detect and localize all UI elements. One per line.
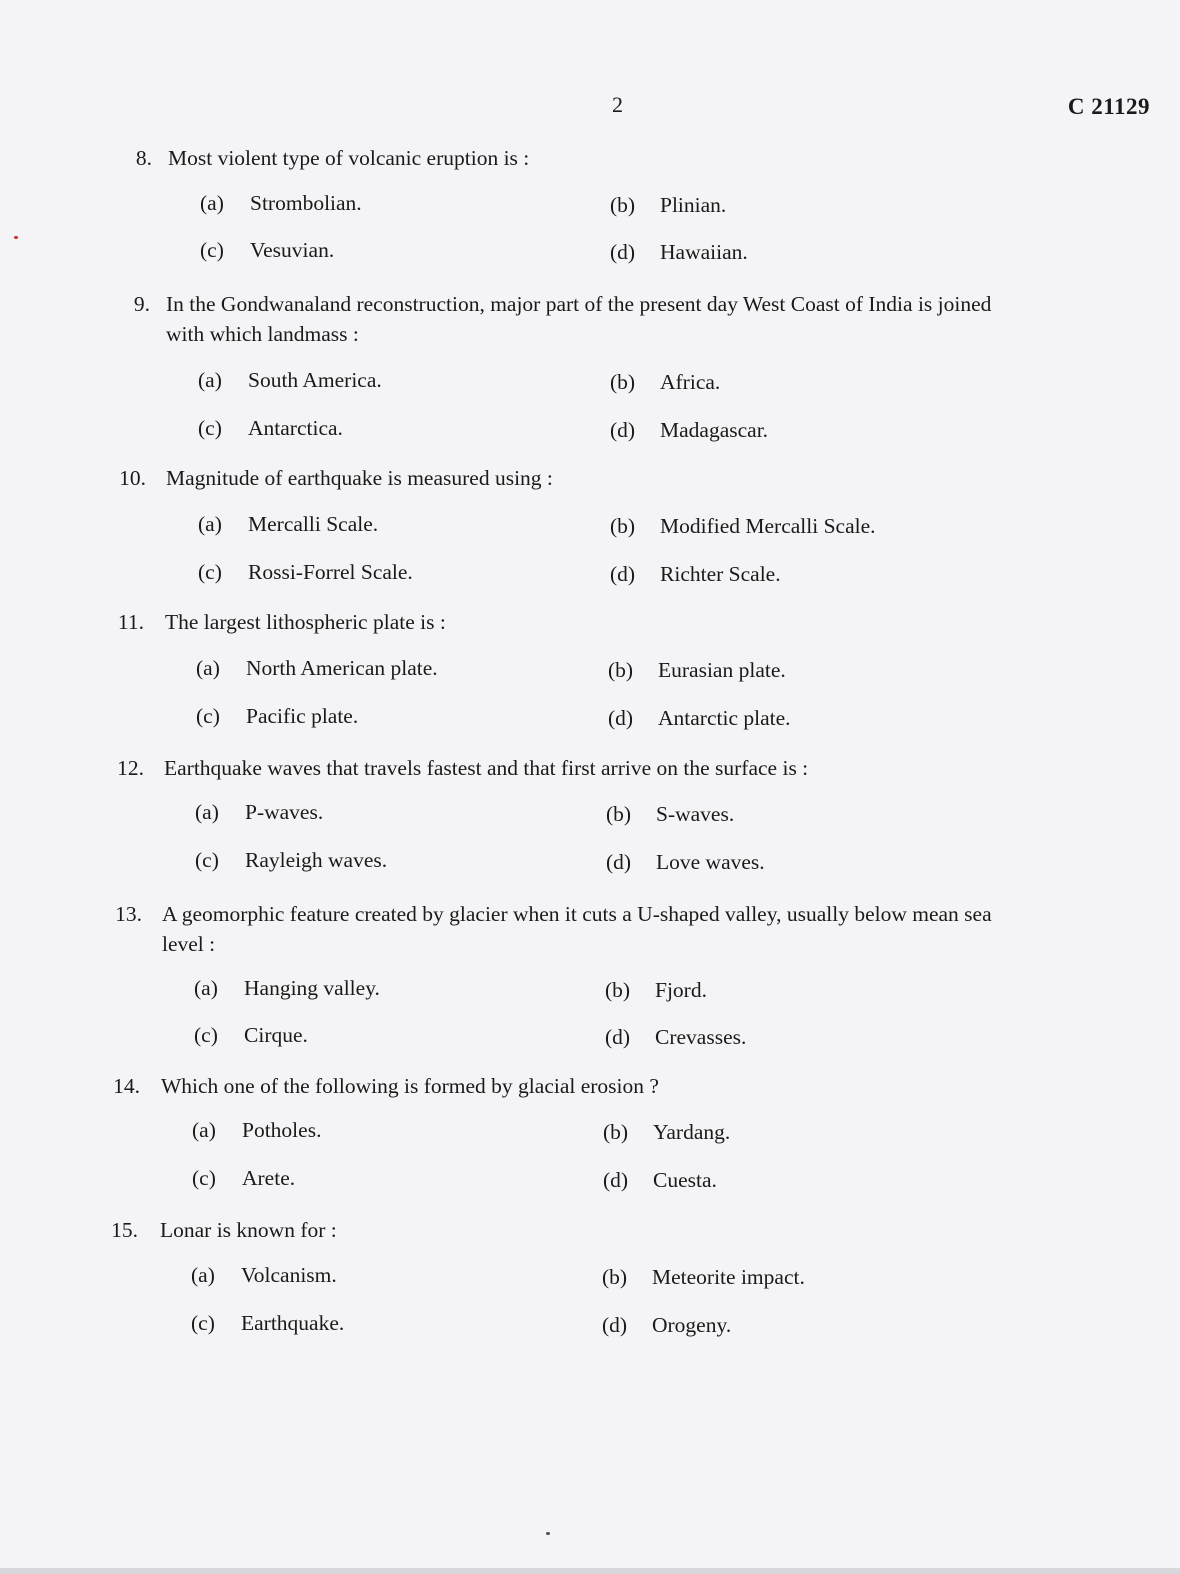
option-label: (a) bbox=[191, 1263, 215, 1287]
option-text: Hanging valley. bbox=[244, 976, 380, 1000]
option-text: Vesuvian. bbox=[250, 238, 335, 262]
question-number: 8. bbox=[135, 146, 152, 170]
option-label: (a) bbox=[194, 976, 218, 1000]
question-text: Lonar is known for : bbox=[160, 1218, 337, 1242]
option-text: Antarctic plate. bbox=[658, 706, 791, 730]
question-number: 15. bbox=[111, 1218, 138, 1242]
option-c bbox=[195, 848, 387, 873]
option-d bbox=[610, 418, 768, 443]
question-text: Most violent type of volcanic eruption is : bbox=[168, 146, 530, 170]
option-a bbox=[196, 656, 438, 681]
option-label: (c) bbox=[194, 1023, 218, 1047]
option-label: (c) bbox=[198, 416, 222, 440]
question-text: Magnitude of earthquake is measured using : bbox=[166, 466, 553, 490]
option-a bbox=[192, 1118, 321, 1143]
option-text: P-waves. bbox=[245, 800, 324, 824]
option-label: (b) bbox=[608, 658, 634, 682]
option-text: Earthquake. bbox=[241, 1311, 345, 1335]
option-text: Strombolian. bbox=[250, 191, 362, 215]
option-label: (c) bbox=[191, 1311, 215, 1335]
option-c bbox=[196, 704, 358, 729]
option-text: Crevasses. bbox=[655, 1025, 747, 1049]
option-label: (b) bbox=[602, 1265, 628, 1289]
option-text: Meteorite impact. bbox=[652, 1265, 805, 1289]
option-a bbox=[195, 800, 323, 825]
option-c bbox=[200, 238, 334, 263]
option-label: (a) bbox=[198, 368, 222, 392]
option-label: (b) bbox=[610, 514, 636, 538]
question-text: Earthquake waves that travels fastest and that first arrive on the surface is : bbox=[164, 756, 809, 780]
option-text: Mercalli Scale. bbox=[248, 512, 379, 536]
option-a bbox=[198, 512, 378, 537]
paper-code: C 21129 bbox=[1067, 94, 1150, 119]
question-text-line1: A geomorphic feature created by glacier when it cuts a U-shaped valley, usually below mean sea bbox=[162, 902, 992, 926]
option-d bbox=[605, 1025, 746, 1050]
option-label: (b) bbox=[606, 802, 632, 826]
option-text: S-waves. bbox=[656, 802, 735, 826]
option-label: (d) bbox=[608, 706, 634, 730]
question-number: 13. bbox=[115, 902, 142, 926]
scan-edge bbox=[0, 1568, 1180, 1574]
option-d bbox=[610, 240, 748, 265]
option-d bbox=[610, 562, 781, 587]
question-text: Which one of the following is formed by glacial erosion ? bbox=[161, 1074, 659, 1098]
question-number: 11. bbox=[117, 610, 144, 634]
option-text: Hawaiian. bbox=[660, 240, 748, 264]
option-text: Modified Mercalli Scale. bbox=[660, 514, 876, 538]
scan-speck bbox=[14, 236, 18, 239]
option-c bbox=[198, 416, 343, 441]
option-text: Fjord. bbox=[655, 978, 707, 1002]
option-d bbox=[606, 850, 765, 875]
option-label: (b) bbox=[610, 193, 636, 217]
option-a bbox=[194, 976, 380, 1001]
option-text: Love waves. bbox=[656, 850, 765, 874]
option-label: (a) bbox=[198, 512, 222, 536]
option-b bbox=[602, 1265, 805, 1290]
option-label: (d) bbox=[603, 1168, 629, 1192]
option-text: Arete. bbox=[242, 1166, 296, 1190]
option-c bbox=[198, 560, 413, 585]
question-text: The largest lithospheric plate is : bbox=[165, 610, 446, 634]
option-label: (c) bbox=[200, 238, 224, 262]
option-text: Rayleigh waves. bbox=[245, 848, 388, 872]
option-d bbox=[602, 1313, 731, 1338]
option-a bbox=[191, 1263, 337, 1288]
option-label: (d) bbox=[605, 1025, 631, 1049]
option-label: (a) bbox=[196, 656, 220, 680]
option-c bbox=[192, 1166, 295, 1191]
option-text: Richter Scale. bbox=[660, 562, 781, 586]
option-b bbox=[610, 514, 876, 539]
option-label: (b) bbox=[605, 978, 631, 1002]
option-c bbox=[191, 1311, 344, 1336]
option-text: Eurasian plate. bbox=[658, 658, 786, 682]
option-label: (a) bbox=[195, 800, 219, 824]
option-label: (b) bbox=[603, 1120, 629, 1144]
option-text: Cuesta. bbox=[653, 1168, 717, 1192]
page-number: 2 bbox=[612, 92, 623, 117]
option-label: (b) bbox=[610, 370, 636, 394]
option-label: (c) bbox=[192, 1166, 216, 1190]
option-text: Cirque. bbox=[244, 1023, 308, 1047]
option-text: Yardang. bbox=[653, 1120, 731, 1144]
option-b bbox=[606, 802, 734, 827]
option-b bbox=[603, 1120, 730, 1145]
option-text: Madagascar. bbox=[660, 418, 769, 442]
option-text: Pacific plate. bbox=[246, 704, 359, 728]
option-text: Plinian. bbox=[660, 193, 727, 217]
question-text-line2: with which landmass : bbox=[166, 322, 359, 346]
option-a bbox=[198, 368, 382, 393]
option-a bbox=[200, 191, 362, 216]
option-label: (c) bbox=[195, 848, 219, 872]
option-text: Antarctica. bbox=[248, 416, 343, 440]
option-text: Africa. bbox=[660, 370, 721, 394]
option-b bbox=[608, 658, 786, 683]
question-number: 9. bbox=[133, 292, 150, 316]
option-b bbox=[610, 193, 726, 218]
option-b bbox=[610, 370, 720, 395]
option-d bbox=[603, 1168, 717, 1193]
option-d bbox=[608, 706, 791, 731]
option-text: North American plate. bbox=[246, 656, 438, 680]
option-label: (a) bbox=[192, 1118, 216, 1142]
option-label: (d) bbox=[602, 1313, 628, 1337]
question-text-line2: level : bbox=[162, 932, 216, 956]
option-c bbox=[194, 1023, 308, 1048]
question-number: 12. bbox=[117, 756, 144, 780]
option-text: Orogeny. bbox=[652, 1313, 732, 1337]
option-text: Volcanism. bbox=[241, 1263, 337, 1287]
option-label: (d) bbox=[610, 418, 636, 442]
option-text: South America. bbox=[248, 368, 382, 392]
question-number: 10. bbox=[119, 466, 146, 490]
option-label: (d) bbox=[610, 240, 636, 264]
option-label: (d) bbox=[606, 850, 632, 874]
option-label: (c) bbox=[196, 704, 220, 728]
option-label: (d) bbox=[610, 562, 636, 586]
option-label: (a) bbox=[200, 191, 224, 215]
question-text-line1: In the Gondwanaland reconstruction, major part of the present day West Coast of India is joined bbox=[166, 292, 992, 316]
option-b bbox=[605, 978, 707, 1003]
option-text: Potholes. bbox=[242, 1118, 322, 1142]
scan-speck bbox=[546, 1532, 550, 1535]
question-number: 14. bbox=[113, 1074, 140, 1098]
option-text: Rossi-Forrel Scale. bbox=[248, 560, 413, 584]
option-label: (c) bbox=[198, 560, 222, 584]
